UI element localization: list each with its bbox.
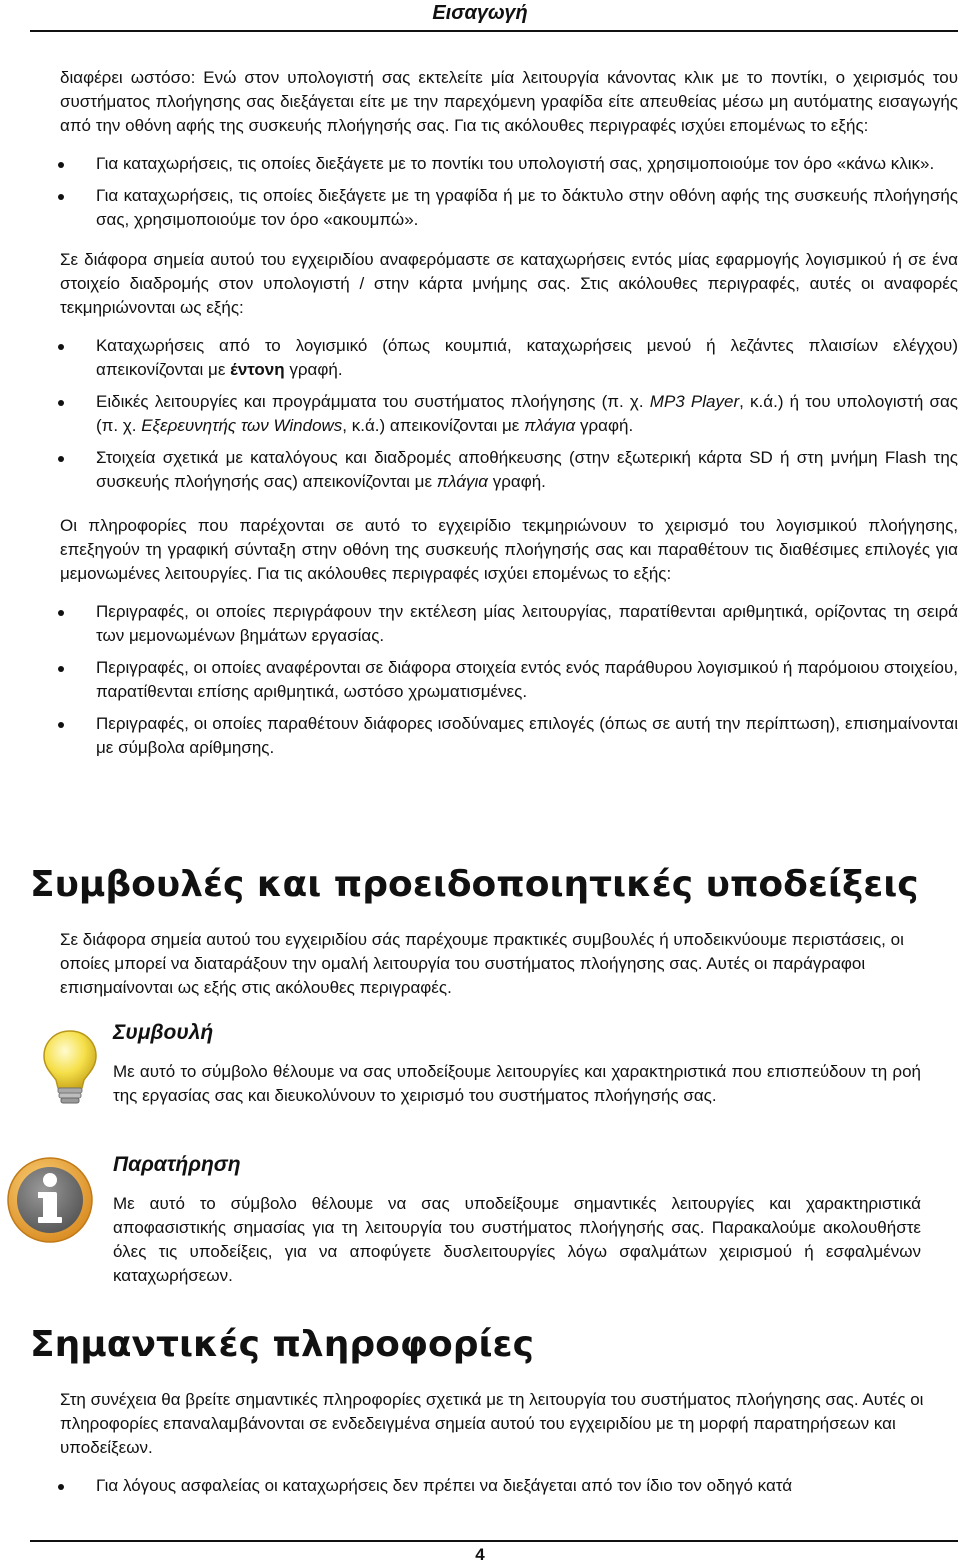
list-item-text-part: Ειδικές λειτουργίες και προγράμματα του συστήματος πλοήγησης (π. χ. [96, 392, 650, 411]
list-item [60, 184, 958, 232]
list-item-text-part: , κ.ά.) απεικονίζονται με [342, 416, 525, 435]
list-item [60, 152, 958, 176]
bullet-icon [58, 162, 64, 168]
bold-example-text: έντονη [230, 360, 285, 379]
info-icon [6, 1156, 94, 1249]
bullet-icon [58, 456, 64, 462]
list-item [60, 390, 958, 438]
intro-section [60, 66, 958, 760]
list-item-text: Περιγραφές, οι οποίες αναφέρονται σε διάφορα στοιχεία εντός ενός παράθυρου λογισμικού ή παρόμοιου στοιχείου, παρατίθενται επίσης αριθμητικά, ωστόσο χρωματισμένες. [96, 658, 958, 701]
bullet-icon [58, 400, 64, 406]
list-item [60, 334, 958, 382]
bullet-icon [58, 666, 64, 672]
bullet-icon [58, 194, 64, 200]
important-paragraph: Στη συνέχεια θα βρείτε σημαντικές πληροφορίες σχετικά με τη λειτουργία του συστήματος πλοήγησης σας. Αυτές οι πληροφορίες επαναλαμβάνονται σε ενδεδειγμένα σημεία αυτού του εγχειριδίου με τη μορφή παρατηρήσεων και υποδείξεων. [60, 1390, 924, 1457]
list-item-text-part: γραφή. [487, 472, 546, 491]
references-bullet-list [60, 334, 958, 494]
intro-paragraph: διαφέρει ωστόσο: Ενώ στον υπολογιστή σας εκτελείτε μία λειτουργία κάνοντας κλικ με το ποντίκι, ο χειρισμός του συστήματος πλοήγησης σας διεξάγεται είτε με την παρεχόμενη γραφίδα είτε απευθείας μέσω μη αυτόματης εισαγωγής από την οθόνη αφής της συσκευής πλοήγησής σας. Για τις ακόλουθες περιγραφές ισχύει επομένως το εξής: [60, 68, 958, 135]
italic-example-text: πλάγια [436, 472, 488, 491]
tip-callout [113, 1020, 921, 1108]
references-paragraph: Σε διάφορα σημεία αυτού του εγχειριδίου αναφερόμαστε σε καταχωρήσεις εντός μίας εφαρμογής λογισμικού ή σε ένα στοιχείο διαδρομής στον υπολογιστή / στην κάρτα μνήμης σας. Στις ακόλουθες περιγραφές, αυτές οι αναφορές τεκμηριώνονται ως εξής: [60, 250, 958, 317]
list-item-text-part: , κ.ά.) ή του υπολογιστή σας (π. χ. [96, 392, 958, 435]
list-item-text: Για καταχωρήσεις, τις οποίες διεξάγετε με τη γραφίδα ή με το δάκτυλο στην οθόνη αφής της συσκευής πλοήγησής σας, χρησιμοποιούμε τον όρο «ακουμπώ». [96, 186, 958, 229]
bullet-icon [58, 610, 64, 616]
note-title: Παρατήρηση [113, 1153, 241, 1176]
list-item-text-part: γραφή. [284, 360, 343, 379]
important-section-heading: Σημαντικές πληροφορίες [30, 1324, 534, 1365]
bullet-icon [58, 1484, 64, 1490]
note-text: Με αυτό το σύμβολο θέλουμε να σας υποδείξουμε σημαντικές λειτουργίες και χαρακτηριστικά αποφασιστικής σημασίας για τη λειτουργία του συστήματος πλοήγησής σας. Παρακαλούμε ακολουθήστε όλες τις υποδείξεις, για να αποφύγετε δυσλειτουργίες λόγω σφαλμάτων χειρισμού ή εσφαλμένων καταχωρήσεων. [113, 1194, 921, 1285]
list-item-text-part: Στοιχεία σχετικά με καταλόγους και διαδρομές αποθήκευσης (στην εξωτερική κάρτα SD ή στη μνήμη Flash της συσκευής πλοήγησής σας) απεικονίζονται με [96, 448, 958, 491]
bullet-icon [58, 344, 64, 350]
tips-section-heading: Συμβουλές και προειδοποιητικές υποδείξεις [30, 864, 919, 905]
italic-example-text: Εξερευνητής των Windows [141, 416, 343, 435]
important-bullet-list [60, 1474, 958, 1498]
lightbulb-icon [40, 1028, 100, 1113]
list-item-text-part: γραφή. [575, 416, 634, 435]
list-item-text: Για λόγους ασφαλείας οι καταχωρήσεις δεν πρέπει να διεξάγεται από τον ίδιο τον οδηγό κατά [96, 1476, 793, 1495]
italic-example-text: πλάγια [524, 416, 576, 435]
bullet-icon [58, 722, 64, 728]
italic-example-text: MP3 Player [649, 392, 740, 411]
list-item [60, 656, 958, 704]
list-item-text: Περιγραφές, οι οποίες παραθέτουν διάφορες ισοδύναμες επιλογές (όπως σε αυτή την περίπτωση), επισημαίνονται με σύμβολα αρίθμησης. [96, 714, 958, 757]
list-item-text: Για καταχωρήσεις, τις οποίες διεξάγετε με το ποντίκι του υπολογιστή σας, χρησιμοποιούμε τον όρο «κάνω κλικ». [96, 154, 935, 173]
footer-divider [30, 1540, 958, 1542]
list-item-text: Περιγραφές, οι οποίες περιγράφουν την εκτέλεση μίας λειτουργίας, παρατίθενται αριθμητικά, ορίζοντας τη σειρά των μεμονωμένων βημάτων εργασίας. [96, 602, 958, 645]
page-header-title: Εισαγωγή [432, 2, 528, 24]
tips-paragraph: Σε διάφορα σημεία αυτού του εγχειριδίου σάς παρέχουμε πρακτικές συμβουλές ή υποδεικνύουμε περιστάσεις, οι οποίες μπορεί να διαταράξουν την ομαλή λειτουργία του συστήματος πλοήγησης σας. Αυτές οι παράγραφοι επισημαίνονται ως εξής στις ακόλουθες περιγραφές. [60, 930, 904, 997]
note-callout [113, 1152, 921, 1288]
info-paragraph: Οι πληροφορίες που παρέχονται σε αυτό το εγχειρίδιο τεκμηριώνουν το χειρισμό του λογισμικού πλοήγησης, επεξηγούν τη γραφική σύνταξη στην οθόνη της συσκευής πλοήγησής σας και παραθέτουν τις διαθέσιμες επιλογές για μεμονωμένες λειτουργίες. Για τις ακόλουθες περιγραφές ισχύει επομένως το εξής: [60, 516, 958, 583]
list-item [60, 1474, 958, 1498]
list-item [60, 600, 958, 648]
info-bullet-list [60, 600, 958, 760]
tips-intro [60, 928, 958, 1000]
page-number: 4 [475, 1545, 485, 1564]
header-divider [30, 30, 958, 32]
tip-title: Συμβουλή [113, 1021, 214, 1044]
list-item [60, 446, 958, 494]
tip-text: Με αυτό το σύμβολο θέλουμε να σας υποδείξουμε λειτουργίες και χαρακτηριστικά που επισπεύδουν τη ροή της εργασίας σας και διευκολύνουν το χειρισμό του συστήματος πλοήγησής σας. [113, 1062, 921, 1105]
important-section [60, 1388, 958, 1498]
list-item-text-part: Καταχωρήσεις από το λογισμικό (όπως κουμπιά, καταχωρήσεις μενού ή λεζάντες πλαισίων ελέγχου) απεικονίζονται με [96, 336, 958, 379]
intro-bullet-list [60, 152, 958, 232]
list-item [60, 712, 958, 760]
